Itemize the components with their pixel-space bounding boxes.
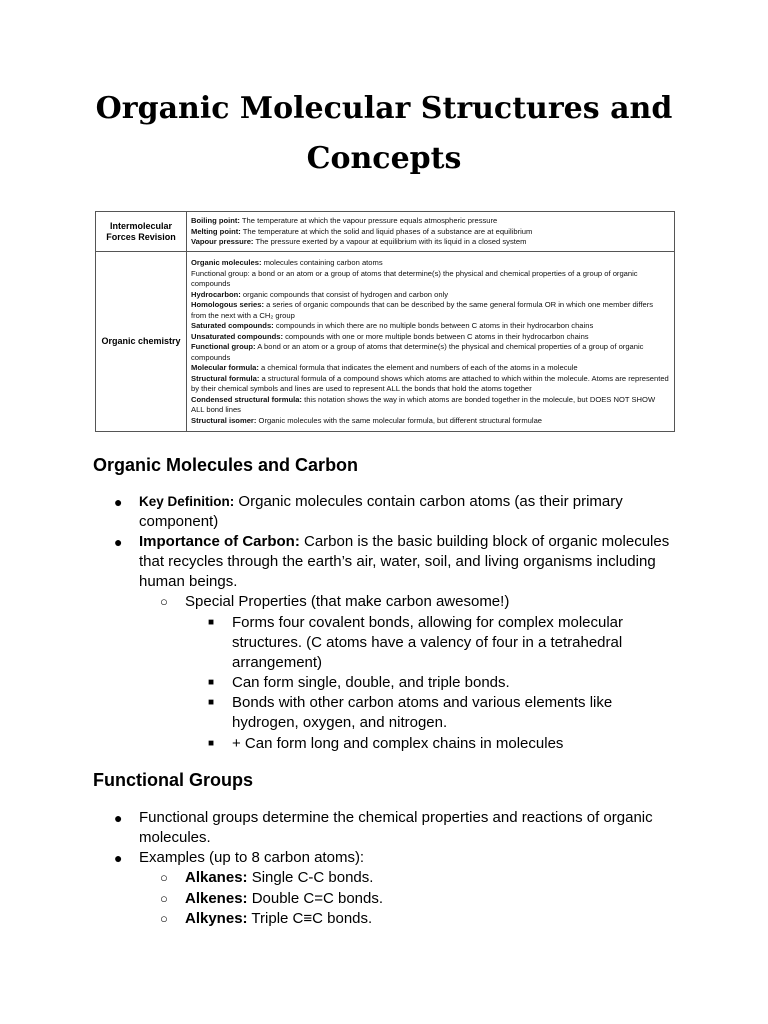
definition: Molecular formula: a chemical formula that indicates the element and numbers of each of the atoms in a molecule xyxy=(191,363,578,372)
list-item: Bonds with other carbon atoms and various elements like hydrogen, oxygen, and nitrogen. xyxy=(232,694,613,731)
definition: Functional group: A bond or an atom or a group of atoms that determine(s) the physical and chemical properties of a group of organic compounds xyxy=(191,342,644,362)
bullet-dot-icon: ● xyxy=(114,850,123,866)
bullet-circle-icon: ○ xyxy=(160,891,168,906)
list-item: Can form single, double, and triple bonds. xyxy=(232,674,510,691)
section-heading: Functional Groups xyxy=(93,770,253,790)
definition: Unsaturated compounds: compounds with one or more multiple bonds between C atoms in their hydrocarbon chains xyxy=(191,331,589,341)
table-row xyxy=(96,252,675,432)
page-title: Organic Molecular Structures and Concepts xyxy=(95,91,673,176)
list-item: Key Definition: Organic molecules contain carbon atoms (as their primary component) xyxy=(139,493,623,530)
list-item: Examples (up to 8 carbon atoms): xyxy=(139,849,365,866)
bullet-square-icon: ■ xyxy=(208,738,215,749)
list-item: Functional groups determine the chemical properties and reactions of organic molecules. xyxy=(139,809,653,846)
definition: Organic molecules: molecules containing carbon atoms xyxy=(191,258,383,267)
list-item: Forms four covalent bonds, allowing for complex molecular structures. (C atoms have a valency of four in a tetrahedral arrangement) xyxy=(232,614,624,671)
bullet-square-icon: ■ xyxy=(208,677,215,688)
list-item: Alkenes: Double C=C bonds. xyxy=(185,890,384,907)
definition: Saturated compounds: compounds in which there are no multiple bonds between C atoms in their hydrocarbon chains xyxy=(191,321,594,330)
table-row xyxy=(96,212,675,252)
definition: Homologous series: a series of organic compounds that can be described by the same general formula OR in which one member differs from the next with a CH₂ group xyxy=(191,300,654,320)
bullet-circle-icon: ○ xyxy=(160,870,168,885)
list-item: Alkynes: Triple C≡C bonds. xyxy=(185,910,373,927)
list-item: Special Properties (that make carbon awesome!) xyxy=(185,593,510,610)
table-category: Organic chemistry xyxy=(96,252,187,432)
definition: Melting point: The temperature at which the solid and liquid phases of a substance are at equilibrium xyxy=(191,226,533,236)
table-definitions xyxy=(187,212,675,252)
table-definitions xyxy=(187,252,675,432)
bullet-circle-icon: ○ xyxy=(160,911,168,926)
bullet-circle-icon: ○ xyxy=(160,594,168,609)
list-item: + Can form long and complex chains in molecules xyxy=(232,735,564,752)
definition: Boiling point: The temperature at which the vapour pressure equals atmospheric pressure xyxy=(191,216,498,226)
definitions-table xyxy=(95,211,675,432)
bullet-square-icon: ■ xyxy=(208,697,215,708)
section-heading: Organic Molecules and Carbon xyxy=(93,455,359,475)
list-item: Alkanes: Single C-C bonds. xyxy=(185,869,374,886)
table-category: Intermolecular Forces Revision xyxy=(96,212,187,252)
definition: Condensed structural formula: this notation shows the way in which atoms are bonded together in the molecule, but DOES NOT SHOW ALL bond lines xyxy=(191,394,656,414)
bullet-dot-icon: ● xyxy=(114,534,123,550)
bullet-dot-icon: ● xyxy=(114,810,123,826)
list-item: Importance of Carbon: Carbon is the basic building block of organic molecules that recycles through the earth’s air, water, soil, and living organisms including human beings. xyxy=(139,533,670,590)
definition: Hydrocarbon: organic compounds that consist of hydrogen and carbon only xyxy=(191,289,449,299)
bullet-square-icon: ■ xyxy=(208,617,215,628)
definition: Structural isomer: Organic molecules with the same molecular formula, but different structural formulae xyxy=(191,415,543,425)
definition: Functional group: a bond or an atom or a group of atoms that determine(s) the physical and chemical properties of a group of organic compounds xyxy=(191,268,638,288)
definition: Structural formula: a structural formula of a compound shows which atoms are attached to which within the molecule. Atoms are represented by their chemical symbols and lines are used to represent ALL the bonds that hold the atoms together xyxy=(191,373,669,393)
definition: Vapour pressure: The pressure exerted by a vapour at equilibrium with its liquid in a closed system xyxy=(191,237,527,247)
bullet-dot-icon: ● xyxy=(114,494,123,510)
